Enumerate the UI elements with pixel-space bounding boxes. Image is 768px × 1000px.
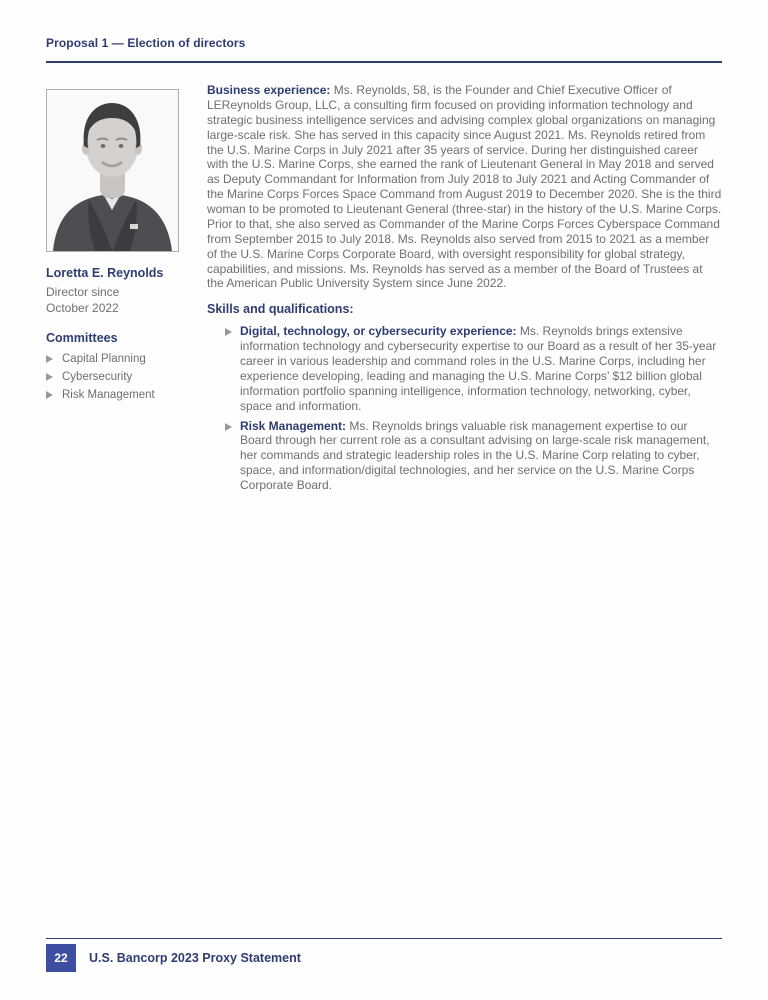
director-sidebar [46,83,179,498]
business-experience-label: Business experience: [207,83,331,97]
committee-item [46,353,179,365]
section-title: Proposal 1 — Election of directors [46,36,246,50]
committee-label: Risk Management [62,388,155,401]
page-footer [46,938,722,972]
skill-body [240,419,722,493]
director-photo [46,89,179,252]
business-experience-paragraph [207,83,722,291]
header-rule [46,61,722,63]
page-header [46,36,722,63]
bullet-triangle-icon [225,328,232,336]
skills-heading: Skills and qualifications: [207,302,354,317]
skill-text: Ms. Reynolds brings valuable risk management expertise to our Board through her current role as a consultant advising on large-scale risk management, her commands and strategic leadership roles in the U.S. Marine Corp relating to cyber, space, and information/digital technologies, and her service on the U.S. Marine Corps Corporate Board. [240,418,710,492]
committees-heading: Committees [46,330,118,345]
business-experience-text: Ms. Reynolds, 58, is the Founder and Chief Executive Officer of LEReynolds Group, LLC, a consulting firm focused on providing information technology and strategic business intelligence services and advising complex global organizations on managing large-scale risk. She has served in this capacity since August 2021. Ms. Reynolds retired from the U.S. Marine Corps in July 2021 after 35 years of service. During her distinguished career with the U.S. Marine Corps, she earned the rank of Lieutenant General in May 2018 and served as Deputy Commandant for Information from July 2018 to July 2021 and Acting Commander of the Marine Corps Forces Space Command from August 2019 to December 2020. She is the third woman to be promoted to Lieutenant General (three-star) in the history of the U.S. Marine Corps. Prior to that, she also served as Commander of the Marine Corps Forces Cyberspace Command from September 2015 to July 2018. Ms. Reynolds also served from 2015 to 2021 as a member of the U.S. Marine Corps Corporate Board, with oversight responsibility for global strategy, capabilities, and missions. Ms. Reynolds has served as a member of the Board of Trustees at the American Public University System since June 2022. [207,83,722,291]
skill-label: Risk Management: [240,418,347,433]
skill-item [225,419,722,493]
bullet-triangle-icon [46,391,53,399]
director-tenure-line1: Director since [46,284,120,299]
committee-label: Cybersecurity [62,370,133,383]
director-name: Loretta E. Reynolds [46,266,164,280]
bullet-triangle-icon [46,355,53,363]
committee-label: Capital Planning [62,352,146,365]
skill-label: Digital, technology, or cybersecurity experience: [240,324,517,339]
committee-list [46,353,179,401]
portrait-illustration [47,90,178,251]
bullet-triangle-icon [46,373,53,381]
skill-item [225,324,722,413]
skill-text: Ms. Reynolds brings extensive information technology and cybersecurity expertise to our Board as a result of her 35-year career in various leadership and command roles in the U.S. Marine Corps, including her experience developing, leading and managing the U.S. Marine Corps’ $12 billion global information portfolio spanning intelligence, information technology, networking, cyber, space and information. [240,324,717,413]
skills-list [207,324,722,493]
committee-item [46,389,179,401]
page-number-badge: 22 [46,944,76,972]
footer-document-title: U.S. Bancorp 2023 Proxy Statement [89,951,301,965]
committee-item [46,371,179,383]
director-profile-section [46,83,722,498]
footer-inner [46,944,722,972]
bullet-triangle-icon [225,423,232,431]
director-bio [207,83,722,498]
skill-body [240,324,722,413]
director-tenure-line2: October 2022 [46,300,119,315]
